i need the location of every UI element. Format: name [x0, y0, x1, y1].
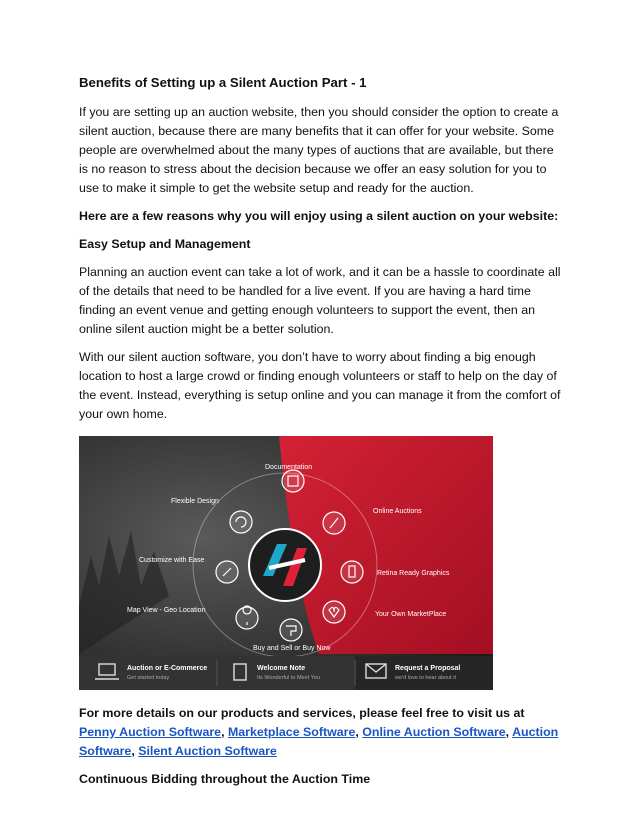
- feature-documentation: Documentation: [265, 464, 313, 471]
- planning-paragraph: Planning an auction event can take a lot of work, and it can be a hassle to coordinate all of the details that need to be handled for a live event. If you are having a hard time finding an event venue and getting enough volunteers to support the event, then an online silent auction might be a better solution.: [79, 265, 561, 336]
- easy-setup-heading: Easy Setup and Management: [79, 237, 251, 251]
- paint-roller-icon: [280, 619, 302, 641]
- bottom-item-1-sub: Get started today: [127, 675, 170, 681]
- bottom-item-3-title: Request a Proposal: [395, 665, 461, 672]
- feature-marketplace: Your Own MarketPlace: [375, 611, 447, 618]
- more-details-paragraph: [79, 704, 561, 761]
- features-banner-image: [79, 436, 493, 690]
- link-silent-auction-software[interactable]: Silent Auction Software: [138, 744, 277, 758]
- page-title: Benefits of Setting up a Silent Auction Part - 1: [79, 75, 367, 90]
- intro-paragraph: If you are setting up an auction website, then you should consider the option to create a silent auction, because there are many benefits that it can offer for your website. Some people are overwhelmed about the many types of auctions that are available, but there is no reason to stress about the decision because we offer an easy solution for you to use to make it simple to get the website setup and ready for the auction.: [79, 105, 559, 195]
- map-pin-icon: [236, 607, 258, 629]
- link-online-auction-software[interactable]: Online Auction Software: [362, 725, 506, 739]
- software-paragraph: With our silent auction software, you don’t have to worry about finding a big enough location to host a large crowd or finding enough volunteers or staff to help on the day of the event. Instead, everything is setup online and you can manage it from the comfort of your own home.: [79, 350, 561, 421]
- reasons-heading: Here are a few reasons why you will enjoy using a silent auction on your website:: [79, 209, 559, 223]
- feature-flexible-design: Flexible Design: [171, 498, 219, 505]
- document-content: [79, 68, 561, 798]
- bottom-item-1-title: Auction or E-Commerce: [127, 665, 208, 672]
- link-auction-software[interactable]: Auction Software: [79, 725, 559, 758]
- link-penny-auction-software[interactable]: Penny Auction Software: [79, 725, 222, 739]
- more-details-text: For more details on our products and services, please feel free to visit us at: [79, 706, 525, 720]
- continuous-bidding-heading: Continuous Bidding throughout the Auction Time: [79, 772, 371, 786]
- feature-map-view: Map View - Geo Location: [127, 607, 206, 614]
- feature-retina: Retina Ready Graphics: [377, 570, 450, 577]
- mobile-icon: [341, 561, 363, 583]
- link-separator: ,: [355, 725, 363, 739]
- link-marketplace-software[interactable]: Marketplace Software: [227, 725, 356, 739]
- link-separator: ,: [221, 725, 228, 739]
- bottom-item-2-sub: Its Wonderful to Meet You: [257, 675, 320, 681]
- feature-customize: Customize with Ease: [139, 557, 205, 564]
- feature-buy-sell: Buy and Sell or Buy Now: [253, 645, 331, 652]
- refresh-icon: [230, 511, 252, 533]
- bottom-item-3-sub: we'd love to hear about it: [395, 675, 456, 681]
- link-separator: ,: [131, 744, 139, 758]
- bottom-item-2-title: Welcome Note: [257, 665, 306, 672]
- link-separator: ,: [505, 725, 513, 739]
- documentation-icon: [282, 470, 304, 492]
- feature-online-auctions: Online Auctions: [373, 508, 422, 515]
